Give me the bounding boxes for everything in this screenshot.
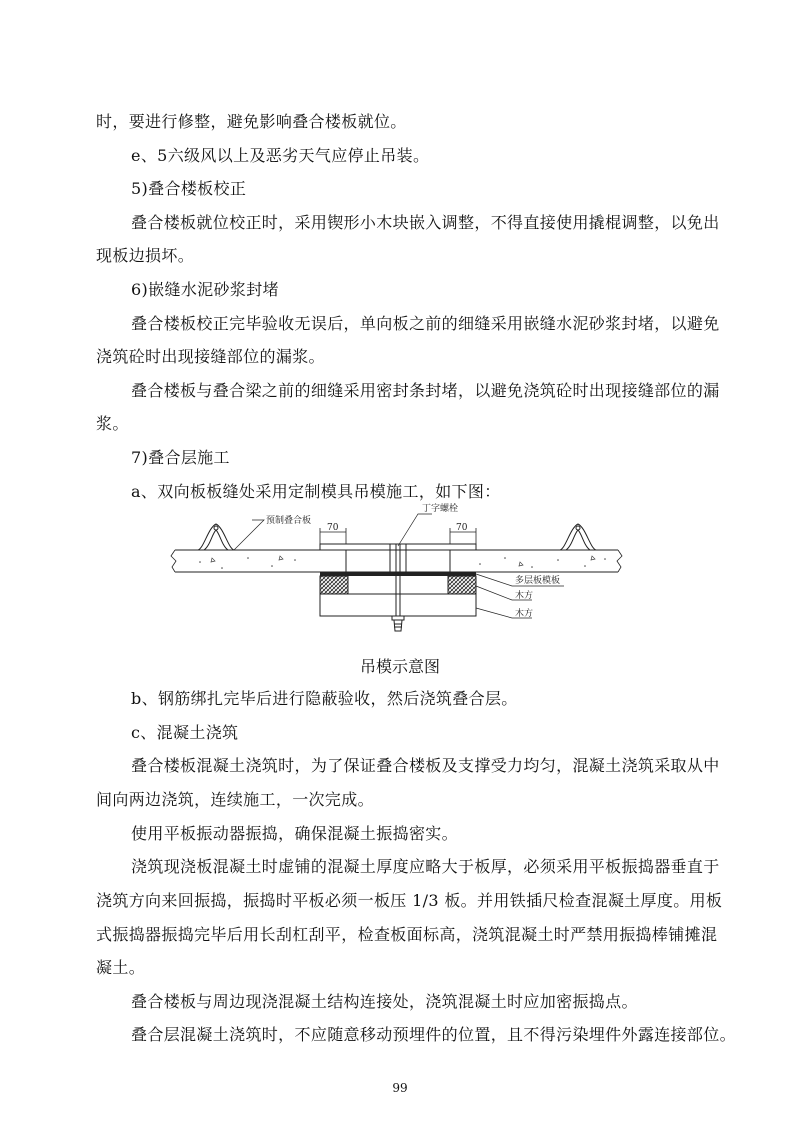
section-heading: 7)叠合层施工 (131, 448, 230, 467)
hanging-formwork-figure (160, 498, 630, 638)
paragraph-line: 使用平板振动器振捣，确保混凝土振捣密实。 (131, 824, 459, 843)
truss-right (560, 524, 596, 550)
paragraph-line: 浆。 (96, 414, 129, 433)
paragraph-line: e、5六级风以上及恶劣天气应停止吊装。 (131, 146, 430, 165)
paragraph-line: 浇筑现浇板混凝土时虚铺的混凝土厚度应略大于板厚，必须采用平板振捣器垂直于 (131, 857, 720, 876)
paragraph-line: 凝土。 (96, 958, 146, 977)
paragraph-line: 叠合楼板就位校正时，采用锲形小木块嵌入调整，不得直接使用撬棍调整，以免出 (131, 213, 720, 232)
label-plywood: 多层板模板 (515, 576, 561, 586)
paragraph-line: 叠合楼板校正完毕验收无误后，单向板之前的细缝采用嵌缝水泥砂浆封堵，以避免 (131, 314, 720, 333)
label-precast-slab: 预制叠合板 (266, 516, 312, 526)
truss-left (198, 524, 234, 550)
paragraph-line: a、双向板板缝处采用定制模具吊模施工，如下图： (131, 482, 501, 501)
section-heading: 5)叠合楼板校正 (131, 179, 247, 198)
paragraph-line: 叠合楼板与叠合梁之前的细缝采用密封条封堵，以避免浇筑砼时出现接缝部位的漏 (131, 381, 720, 400)
section-heading: 6)嵌缝水泥砂浆封堵 (131, 280, 279, 299)
leader-bolt (398, 514, 432, 546)
paragraph-line: 式振捣器振捣完毕后用长刮杠刮平，检查板面标高，浇筑混凝土时严禁用振捣棒铺摊混 (96, 925, 718, 944)
label-timber-2: 木方 (515, 609, 534, 619)
top-timber-strip (320, 544, 476, 572)
section-heading: c、混凝土浇筑 (131, 723, 239, 742)
dimension-right-label: 70 (456, 523, 468, 533)
timber-bottom-beam (320, 594, 476, 616)
paragraph-line: 叠合层混凝土浇筑时，不应随意移动预埋件的位置，且不得污染埋件外露连接部位。 (131, 1025, 736, 1044)
label-t-bolt: 丁字螺栓 (422, 504, 459, 514)
paragraph-line: 现板边损坏。 (96, 246, 195, 265)
paragraph-line: 间向两边浇筑，连续施工，一次完成。 (96, 790, 374, 809)
paragraph-line: 浇筑砼时出现接缝部位的漏浆。 (96, 347, 325, 366)
paragraph-line: 时，要进行修整，避免影响叠合楼板就位。 (96, 112, 407, 131)
label-timber-1: 木方 (515, 591, 534, 601)
page-number: 99 (392, 1081, 408, 1095)
timber-block-right (448, 576, 476, 594)
timber-block-left (320, 576, 348, 594)
dimension-left-label: 70 (327, 523, 339, 533)
paragraph-line: 叠合楼板与周边现浇混凝土结构连接处，浇筑混凝土时应加密振捣点。 (131, 992, 638, 1011)
plywood-formwork (320, 572, 476, 576)
paragraph-line: 叠合楼板混凝土浇筑时，为了保证叠合楼板及支撑受力均匀，混凝土浇筑采取从中 (131, 756, 720, 775)
paragraph-line: b、钢筋绑扎完毕后进行隐蔽验收，然后浇筑叠合层。 (131, 689, 518, 708)
paragraph-line: 浇筑方向来回振捣，振捣时平板必须一板压 1/3 板。并用铁插尺检查混凝土厚度。用板 (96, 891, 723, 910)
figure-caption: 吊模示意图 (359, 657, 440, 676)
leader-slab (234, 520, 264, 550)
